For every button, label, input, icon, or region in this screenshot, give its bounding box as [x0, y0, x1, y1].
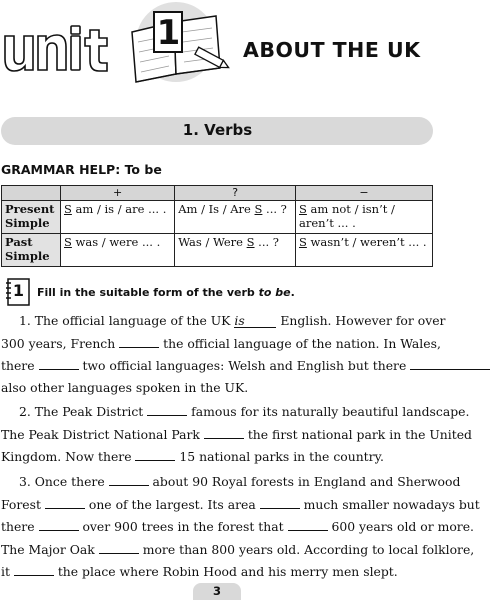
- exercise-number: 1: [12, 281, 25, 300]
- exercise-line: The Major Oak more than 800 years old. According to local folklore,: [1, 542, 475, 557]
- answer-blank[interactable]: [99, 542, 139, 554]
- exercise-line: 300 years, French the official language of the nation. In Wales,: [1, 336, 441, 351]
- exercise-line: The Peak District National Park the first national park in the United: [1, 427, 472, 442]
- exercise-line: 3. Once there about 90 Royal forests in England and Sherwood: [19, 474, 461, 489]
- answer-blank-example: is: [234, 315, 276, 328]
- grammar-help-heading: GRAMMAR HELP: To be: [1, 162, 162, 177]
- exercise-line: Forest one of the largest. Its area much smaller nowadays but: [1, 497, 480, 512]
- answer-blank[interactable]: [288, 519, 328, 531]
- answer-blank[interactable]: [119, 336, 159, 348]
- exercise-line: 1. The official language of the UK is English. However for over: [19, 313, 446, 328]
- answer-blank[interactable]: [147, 404, 187, 416]
- page-number: 3: [212, 584, 221, 598]
- exercise-instruction: Fill in the suitable form of the verb to be.: [37, 286, 295, 299]
- cell-past-question: Was / Were S ... ?: [175, 234, 296, 267]
- column-header-question: ?: [175, 186, 296, 201]
- column-header-plus: +: [61, 186, 175, 201]
- cell-past-minus: S wasn’t / weren’t ... .: [296, 234, 433, 267]
- exercise-line: also other languages spoken in the UK.: [1, 380, 249, 395]
- cell-present-plus: S am / is / are ... .: [61, 201, 175, 234]
- column-header-minus: −: [296, 186, 433, 201]
- table-row: [2, 201, 433, 234]
- answer-blank[interactable]: [135, 449, 175, 461]
- grammar-help-table: [1, 185, 433, 267]
- exercise-line: 2. The Peak District famous for its naturally beautiful landscape.: [19, 404, 470, 419]
- exercise-line: there over 900 trees in the forest that 600 years old or more.: [1, 519, 475, 534]
- table-row: [2, 234, 433, 267]
- answer-blank[interactable]: [260, 497, 300, 509]
- unit-label-logo: [2, 30, 130, 78]
- exercise-line: it the place where Robin Hood and his merry men slept.: [1, 564, 398, 579]
- answer-blank[interactable]: [109, 474, 149, 486]
- row-label-present-simple: Present Simple: [2, 201, 61, 234]
- answer-blank[interactable]: [39, 358, 79, 370]
- answer-blank[interactable]: [45, 497, 85, 509]
- section-title: 1. Verbs: [182, 121, 253, 139]
- cell-past-plus: S was / were ... .: [61, 234, 175, 267]
- cell-present-question: Am / Is / Are S ... ?: [175, 201, 296, 234]
- answer-blank[interactable]: [14, 564, 54, 576]
- unit-topic-title: ABOUT THE UK: [243, 38, 421, 62]
- row-label-past-simple: Past Simple: [2, 234, 61, 267]
- unit-number: 1: [156, 13, 181, 53]
- cell-present-minus: S am not / isn’t / aren’t ... .: [296, 201, 433, 234]
- exercise-line: there two official languages: Welsh and English but there: [1, 358, 433, 374]
- table-header-row: [2, 186, 433, 201]
- answer-blank[interactable]: [410, 358, 490, 370]
- exercise-line: Kingdom. Now there 15 national parks in the country.: [1, 449, 384, 464]
- answer-blank[interactable]: [204, 427, 244, 439]
- table-corner-cell: [2, 186, 61, 201]
- answer-blank[interactable]: [39, 519, 79, 531]
